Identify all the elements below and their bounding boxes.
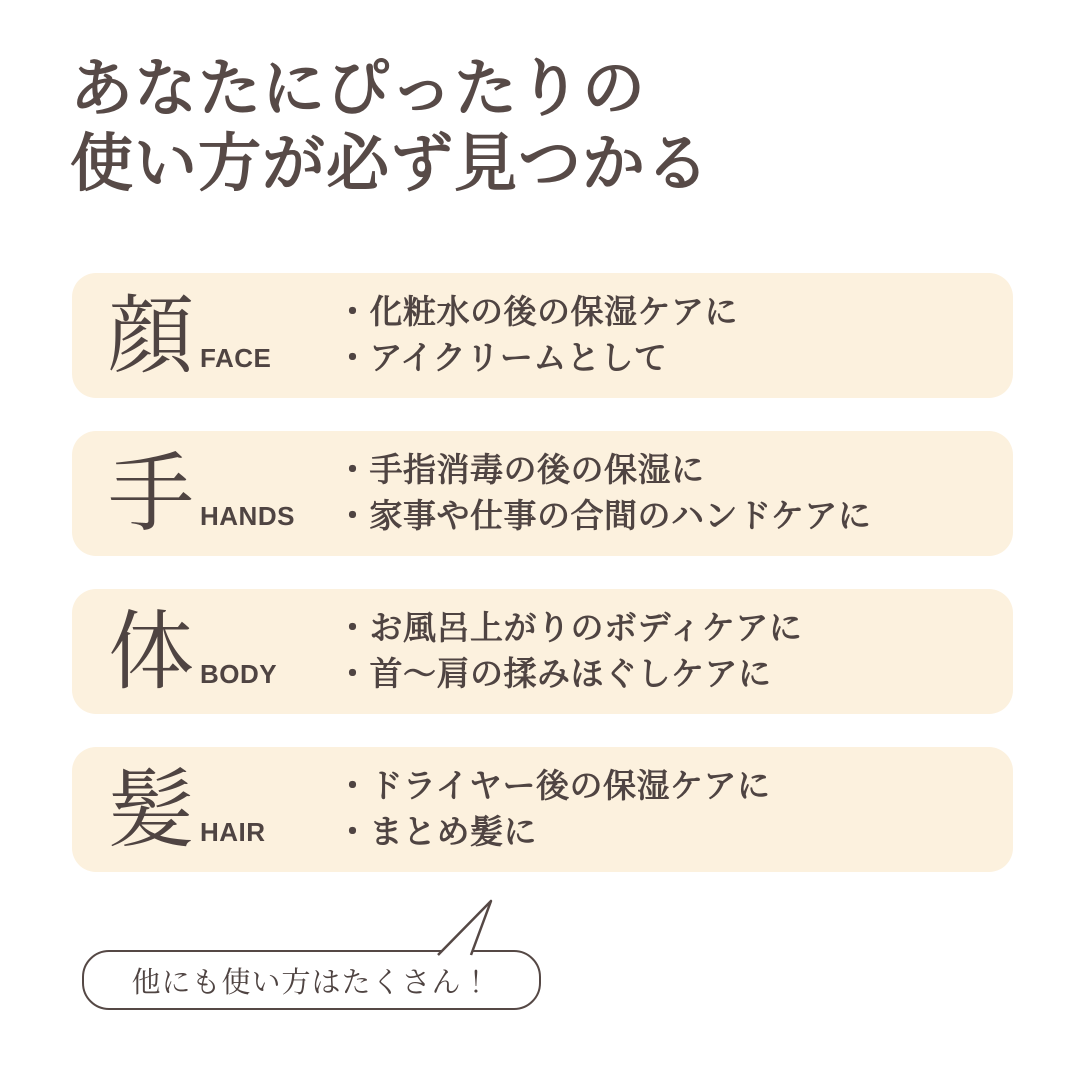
bullet-item: ・手指消毒の後の保湿に bbox=[336, 451, 705, 489]
speech-bubble-text: 他にも使い方はたくさん！ bbox=[131, 966, 492, 999]
card-body-heading bbox=[72, 603, 336, 700]
bullet-item: ・家事や仕事の合間のハンドケアに bbox=[336, 497, 872, 534]
usage-card-hands bbox=[72, 431, 1013, 556]
card-hair-kanji: 髪 bbox=[108, 761, 194, 858]
page-title-line-2: 使い方が必ず見つかる bbox=[70, 129, 710, 199]
card-hands-label: HANDS bbox=[200, 500, 295, 531]
card-body-label: BODY bbox=[200, 658, 278, 689]
bullet-item: ・まとめ髪に bbox=[336, 813, 537, 850]
speech-bubble-tail bbox=[434, 898, 496, 956]
bullet-item: ・首〜肩の揉みほぐしケアに bbox=[336, 655, 772, 692]
usage-card-face bbox=[72, 273, 1013, 398]
card-hands-heading bbox=[72, 445, 336, 542]
card-hair-heading bbox=[72, 761, 336, 858]
card-face-bullet-list bbox=[336, 295, 738, 375]
usage-card-body bbox=[72, 589, 1013, 714]
bullet-item: ・化粧水の後の保湿ケアに bbox=[336, 293, 738, 331]
card-hands-bullet-list bbox=[336, 453, 871, 533]
bullet-item: ・アイクリームとして bbox=[336, 339, 668, 376]
card-face-label: FACE bbox=[200, 342, 272, 373]
card-body-kanji: 体 bbox=[108, 603, 194, 700]
card-hands-kanji: 手 bbox=[108, 445, 194, 542]
speech-bubble bbox=[82, 950, 541, 1010]
page-title bbox=[70, 52, 710, 202]
usage-card-hair bbox=[72, 747, 1013, 872]
bullet-item: ・お風呂上がりのボディケアに bbox=[336, 609, 803, 647]
card-hair-bullet-list bbox=[336, 769, 771, 849]
card-face-kanji: 顔 bbox=[108, 287, 194, 384]
page-title-line-1: あなたにぴったりの bbox=[70, 54, 646, 124]
card-body-bullet-list bbox=[336, 611, 802, 691]
bullet-item: ・ドライヤー後の保湿ケアに bbox=[336, 767, 771, 805]
card-face-heading bbox=[72, 287, 336, 384]
card-hair-label: HAIR bbox=[200, 816, 266, 847]
